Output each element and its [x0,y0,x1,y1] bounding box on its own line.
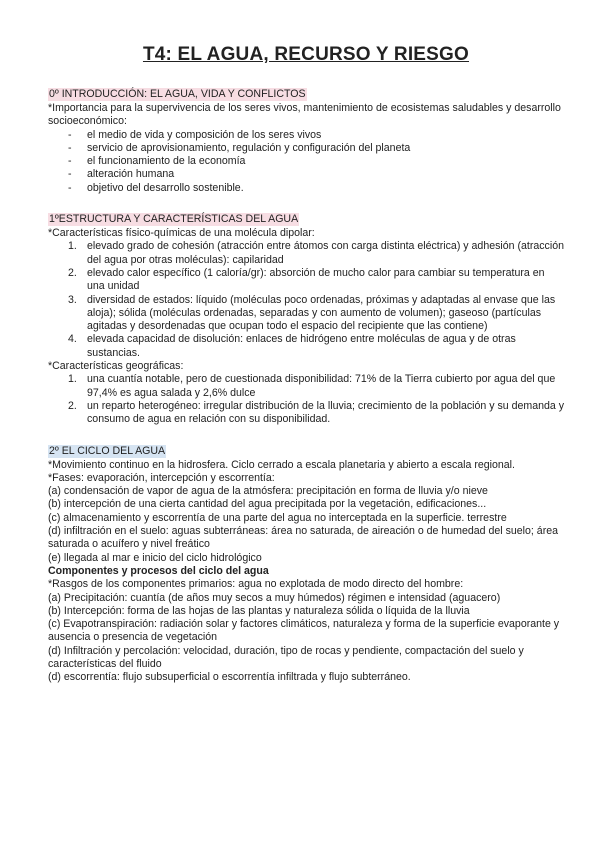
list-item: 3. diversidad de estados: líquido (moléculas poco ordenadas, próximas y adaptadas al envase que las aloja); sólida (moléculas ordenadas, separadas y con aumento de volumen); gaseoso (partículas agitadas y desordenadas que ocupan todo el espacio del recipiente que las contiene) [68,293,556,333]
page-title: T4: EL AGUA, RECURSO Y RIESGO [142,44,470,65]
paragraph: *Rasgos de los componentes primarios: agua no explotada de modo directo del hombre: [48,578,464,591]
paragraph: (a) condensación de vapor de agua de la atmósfera: precipitación en forma de lluvia y/o nieve [48,485,488,498]
paragraph: (b) intercepción de una cierta cantidad del agua precipitada por la vegetación, edificaciones... [48,498,487,511]
section-introduction [48,84,564,195]
list-item: - objetivo del desarrollo sostenible. [68,182,564,195]
list-item-text: diversidad de estados: líquido (moléculas poco ordenadas, próximas y adaptadas al envase que las aloja); sólida (moléculas ordenadas, separadas y con aumento de volumen); gaseoso (partículas agitadas y desordenadas que ocupan todo el espacio del recipiente que las contiene) [87,293,556,333]
section-heading: 1ºESTRUCTURA Y CARACTERÍSTICAS DEL AGUA [49,213,299,226]
list-item-text: elevada capacidad de disolución: enlaces de hidrógeno entre moléculas de agua y de otras sustancias. [87,333,516,359]
list-item-text: un reparto heterogéneo: irregular distribución de la lluvia; crecimiento de la población y su demanda y consumo de agua en relación con su disponibilidad. [87,399,564,426]
paragraph: *Importancia para la supervivencia de los seres vivos, mantenimiento de ecosistemas saludables y desarrollo socioeconómico: [48,102,561,128]
list-item-text: elevado calor específico (1 caloría/gr): absorción de mucho calor para cambiar su temperatura en una unidad [87,266,545,293]
bullet-list [48,129,564,195]
paragraph: (c) almacenamiento y escorrentía de una parte del agua no interceptada en la superficie. terrestre [48,511,507,524]
paragraph: (e) llegada al mar e inicio del ciclo hidrológico [48,551,262,564]
list-item: - servicio de aprovisionamiento, regulación y configuración del planeta [68,142,564,155]
section-heading: 0º INTRODUCCIÓN: EL AGUA, VIDA Y CONFLICTOS [49,88,306,100]
section-structure [48,209,564,426]
section-water-cycle [48,441,564,685]
paragraph: (d) escorrentía: flujo subsuperficial o escorrentía infiltrada y flujo subterráneo. [48,671,411,684]
list-item: 1. elevado grado de cohesión (atracción entre átomos con carga distinta eléctrica) y adhesión (atracción del agua por otras moléculas): capilaridad [68,240,564,266]
paragraph: *Características geográficas: [48,360,184,373]
paragraph: (b) Intercepción: forma de las hojas de las plantas y naturaleza sólida o líquida de la lluvia [48,604,470,617]
list-item: - el funcionamiento de la economía [68,155,564,168]
paragraph: (c) Evapotranspiración: radiación solar y factores climáticos, naturaleza y forma de la superficie evaporante y ausencia o presencia de vegetación [48,618,560,644]
list-item: 2. un reparto heterogéneo: irregular distribución de la lluvia; crecimiento de la población y su demanda y consumo de agua en relación con su disponibilidad. [68,399,564,426]
list-item: - el medio de vida y composición de los seres vivos [68,129,564,142]
section-heading: 2º EL CICLO DEL AGUA [49,444,166,457]
paragraph: *Fases: evaporación, intercepción y escorrentía: [48,471,275,484]
paragraph: *Movimiento continuo en la hidrosfera. Ciclo cerrado a escala planetaria y abierto a escala regional. [48,458,515,471]
list-item-text: una cuantía notable, pero de cuestionada disponibilidad: 71% de la Tierra cubierto por agua del que 97,4% es agua salada y 2,6% dulce [87,373,556,399]
paragraph: *Características físico-químicas de una molécula dipolar: [48,227,315,240]
subheading: Componentes y procesos del ciclo del agua [48,564,269,577]
paragraph: (d) infiltración en el suelo: aguas subterráneas: área no saturada, de aireación o de humedad del suelo; área saturada o acuífero y nivel freático [48,525,559,551]
numbered-list [48,373,564,426]
paragraph: (d) Infiltración y percolación: velocidad, duración, tipo de rocas y pendiente, compactación del suelo y características del fluido [48,644,524,670]
list-item: - alteración humana [68,168,564,181]
list-item-text: elevado grado de cohesión (atracción entre átomos con carga distinta eléctrica) y adhesión (atracción del agua por otras moléculas): capilaridad [87,240,564,266]
list-item: 1. una cuantía notable, pero de cuestionada disponibilidad: 71% de la Tierra cubierto por agua del que 97,4% es agua salada y 2,6% dulce [68,373,556,399]
numbered-list [48,240,564,360]
list-item: 4. elevada capacidad de disolución: enlaces de hidrógeno entre moléculas de agua y de otras sustancias. [68,333,516,359]
list-item: 2. elevado calor específico (1 caloría/gr): absorción de mucho calor para cambiar su temperatura en una unidad [68,266,545,293]
paragraph: (a) Precipitación: cuantía (de años muy secos a muy húmedos) régimen e intensidad (aguacero) [48,591,501,604]
